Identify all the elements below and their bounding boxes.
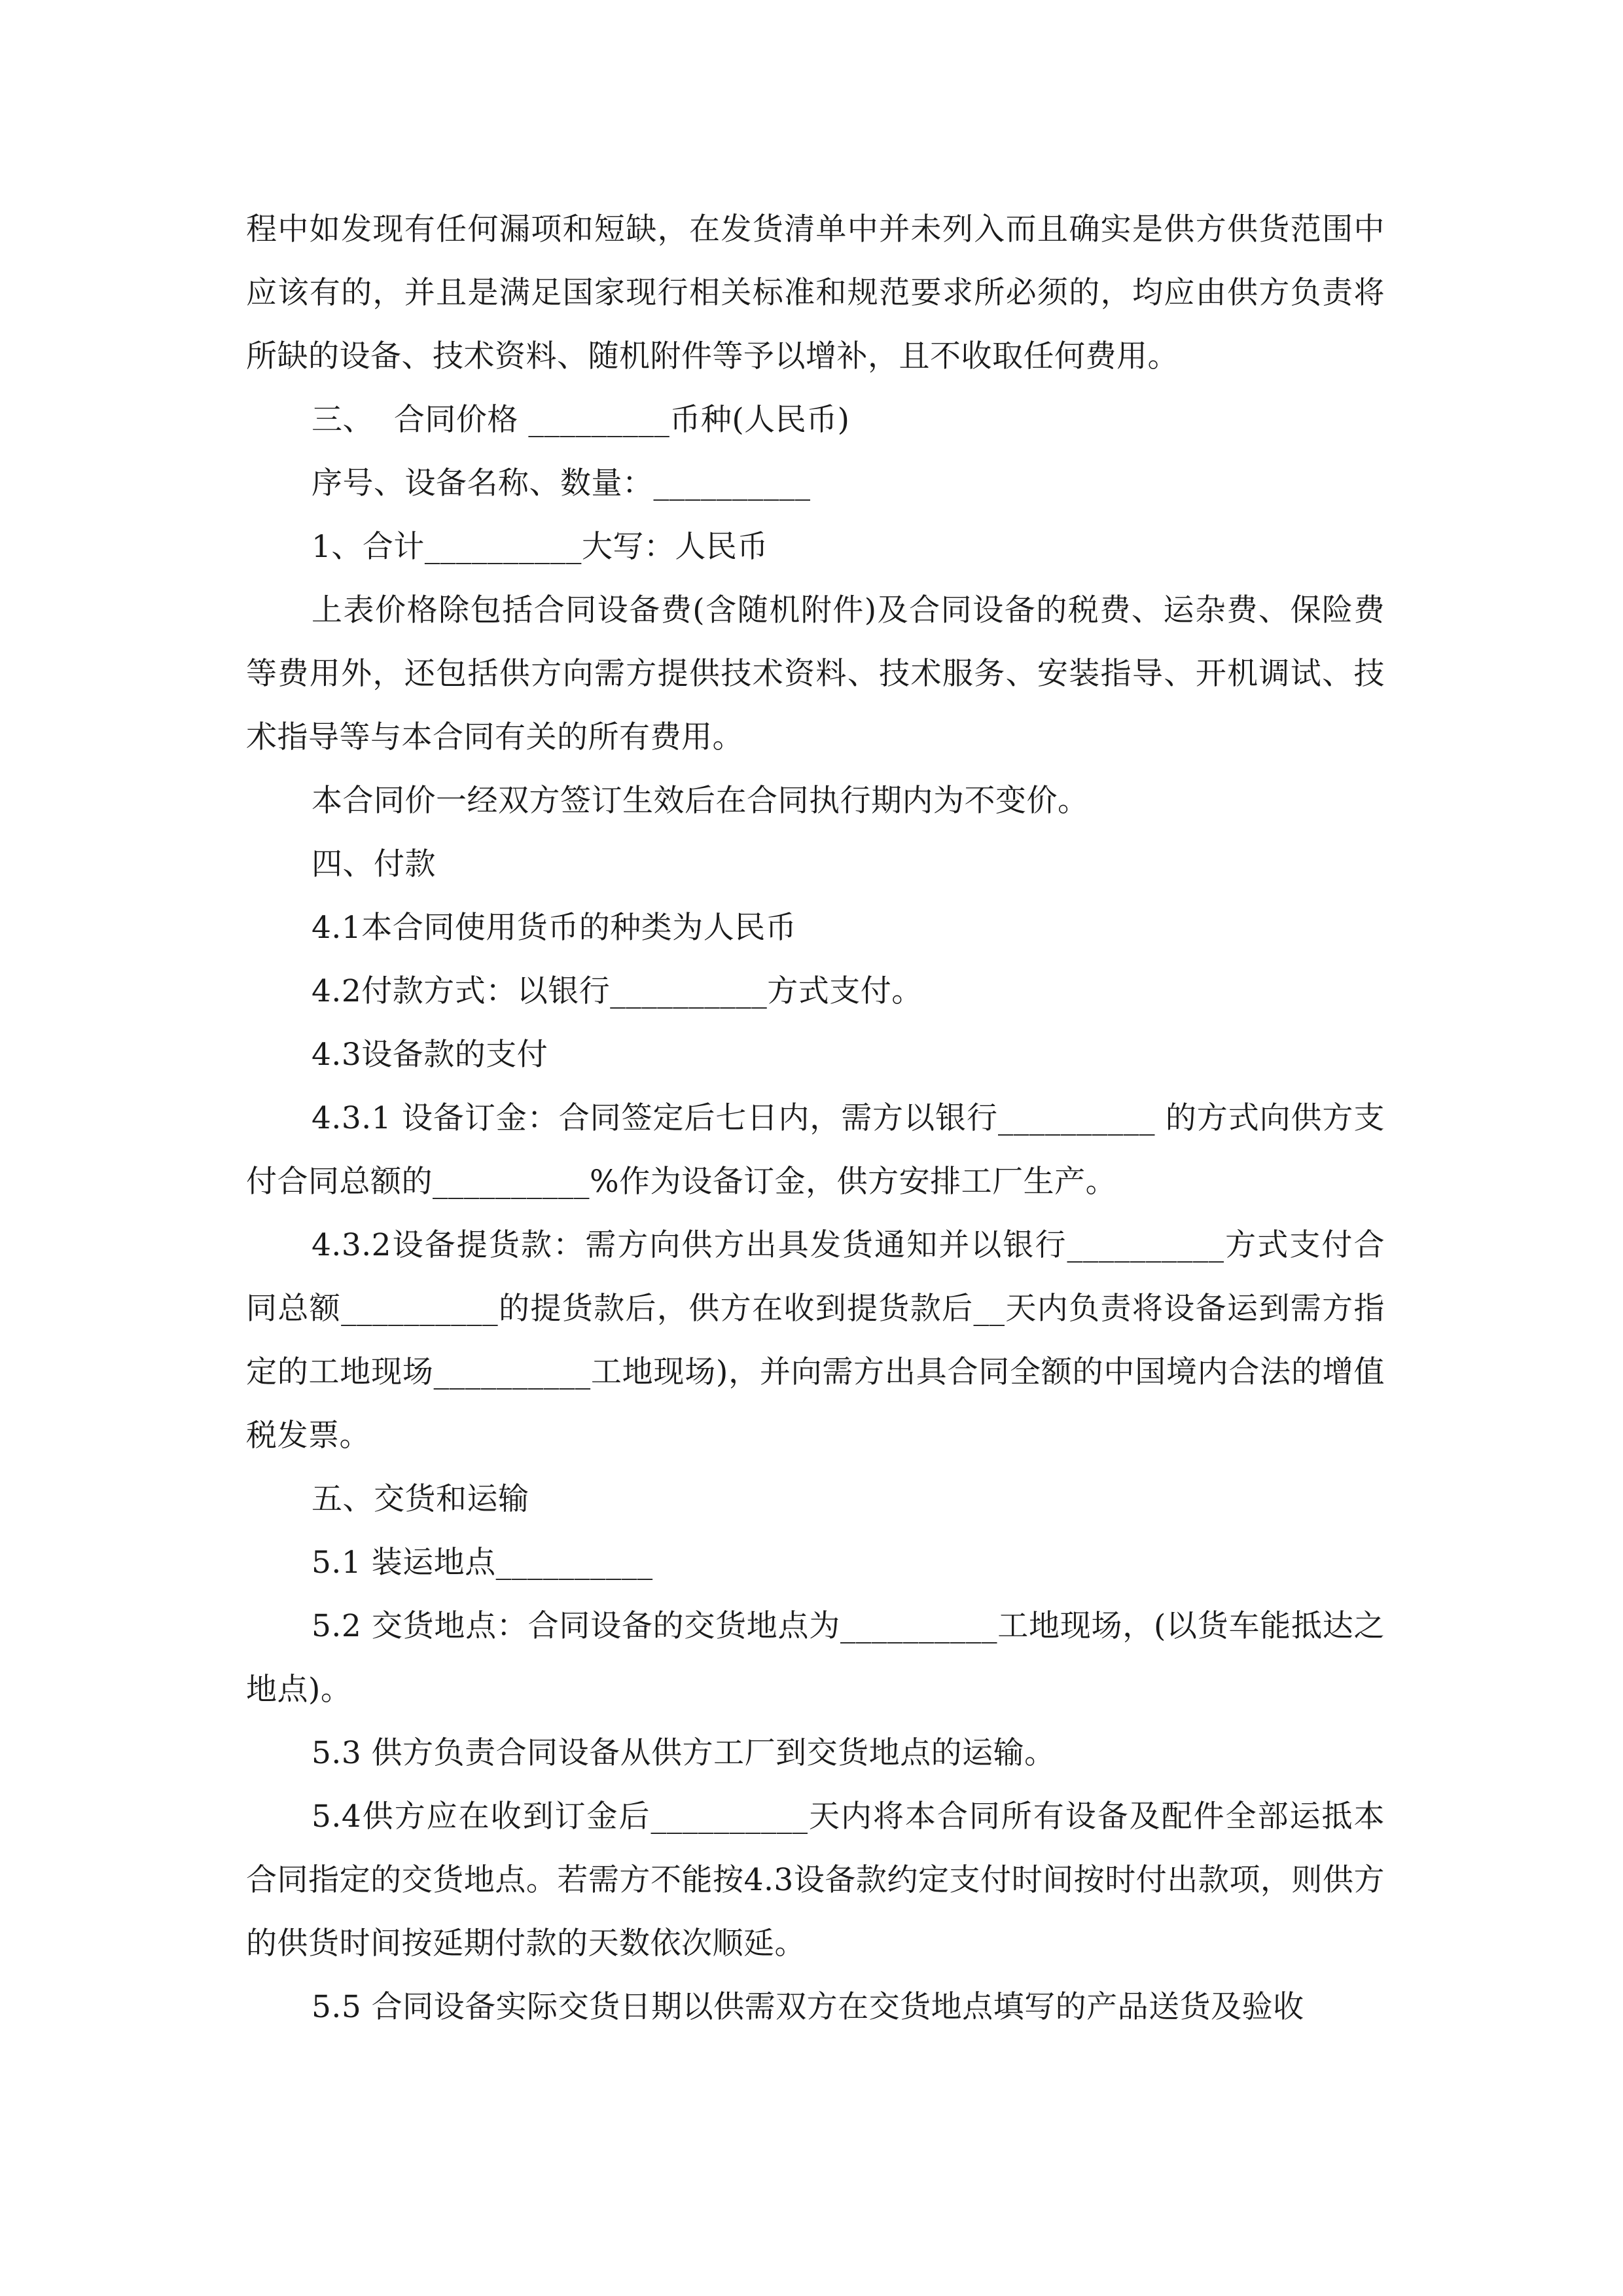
clause-5-2: 5.2 交货地点：合同设备的交货地点为__________工地现场，(以货车能抵达之地点)。 bbox=[246, 1608, 1385, 1708]
clause-4-2: 4.2付款方式：以银行__________方式支付。 bbox=[312, 973, 923, 1009]
clause-4-1: 4.1本合同使用货币的种类为人民币 bbox=[312, 910, 797, 946]
clause-5-1: 5.1 装运地点__________ bbox=[312, 1545, 653, 1581]
total-line: 1、合计__________大写：人民币 bbox=[312, 529, 768, 565]
clause-4-3-2: 4.3.2设备提货款：需方向供方出具发货通知并以银行__________方式支付合同总额__________的提货款后，供方在收到提货款后__天内负责将设备运到需方指定的工地现场__________工地现场)，并向需方出具合同全额的中国境内合法的增值税发票。 bbox=[246, 1227, 1385, 1454]
document-body bbox=[246, 198, 1385, 2039]
clause-5-3: 5.3 供方负责合同设备从供方工厂到交货地点的运输。 bbox=[312, 1735, 1056, 1771]
equipment-list-line: 序号、设备名称、数量：__________ bbox=[312, 465, 811, 501]
section-four-heading: 四、付款 bbox=[312, 846, 436, 882]
section-five-heading: 五、交货和运输 bbox=[312, 1481, 529, 1517]
clause-4-3: 4.3设备款的支付 bbox=[312, 1037, 548, 1073]
price-scope-paragraph: 上表价格除包括合同设备费(含随机附件)及合同设备的税费、运杂费、保险费等费用外，还包括供方向需方提供技术资料、技术服务、安装指导、开机调试、技术指导等与本合同有关的所有费用。 bbox=[246, 592, 1385, 755]
clause-4-3-1: 4.3.1 设备订金：合同签定后七日内，需方以银行__________ 的方式向供方支付合同总额的__________%作为设备订金，供方安排工厂生产。 bbox=[246, 1100, 1385, 1200]
fixed-price-paragraph: 本合同价一经双方签订生效后在合同执行期内为不变价。 bbox=[312, 783, 1089, 819]
clause-5-5: 5.5 合同设备实际交货日期以供需双方在交货地点填写的产品送货及验收 bbox=[312, 1989, 1304, 2025]
clause-5-4: 5.4供方应在收到订金后__________天内将本合同所有设备及配件全部运抵本合同指定的交货地点。若需方不能按4.3设备款约定支付时间按时付出款项，则供方的供货时间按延期付款的天数依次顺延。 bbox=[246, 1799, 1385, 1962]
section-three-heading: 三、 合同价格 _________币种(人民币) bbox=[312, 402, 850, 438]
paragraph-continuation: 程中如发现有任何漏项和短缺，在发货清单中并未列入而且确实是供方供货范围中应该有的，并且是满足国家现行相关标准和规范要求所必须的，均应由供方负责将所缺的设备、技术资料、随机附件等予以增补，且不收取任何费用。 bbox=[246, 211, 1385, 374]
